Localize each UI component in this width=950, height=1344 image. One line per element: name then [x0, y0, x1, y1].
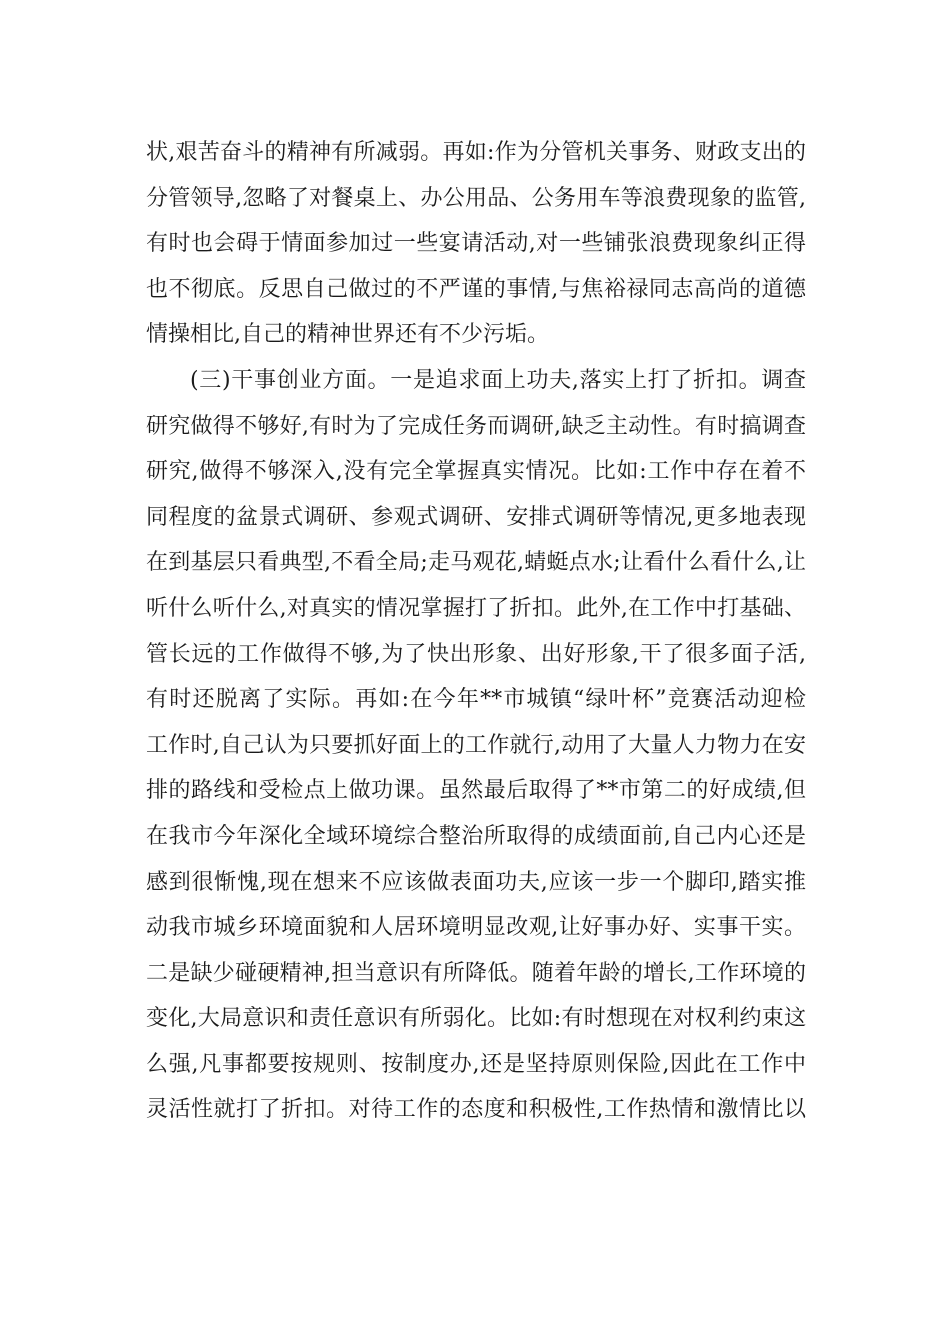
text-line: 情操相比,自己的精神世界还有不少污垢。 [146, 322, 549, 348]
text-line: 研究做得不够好,有时为了完成任务而调研,缺乏主动性。有时搞调查 [146, 413, 806, 439]
body-text [146, 130, 806, 1133]
text-line: 分管领导,忽略了对餐桌上、办公用品、公务用车等浪费现象的监管, [146, 185, 806, 211]
text-line: 变化,大局意识和责任意识有所弱化。比如:有时想现在对权利约束这 [146, 1006, 806, 1032]
text-line: 动我市城乡环境面貌和人居环境明显改观,让好事办好、实事干实。 [146, 915, 806, 941]
text-line: 也不彻底。反思自己做过的不严谨的事情,与焦裕禄同志高尚的道德 [146, 276, 806, 302]
text-line: 感到很惭愧,现在想来不应该做表面功夫,应该一步一个脚印,踏实推 [146, 869, 806, 895]
text-line: 研究,做得不够深入,没有完全掌握真实情况。比如:工作中存在着不 [146, 459, 806, 485]
text-line: 工作时,自己认为只要抓好面上的工作就行,动用了大量人力物力在安 [146, 732, 806, 758]
text-line: 听什么听什么,对真实的情况掌握打了折扣。此外,在工作中打基础、 [146, 595, 806, 621]
text-line: 管长远的工作做得不够,为了快出形象、出好形象,干了很多面子活, [146, 641, 806, 667]
text-line: 排的路线和受检点上做功课。虽然最后取得了**市第二的好成绩,但 [146, 778, 806, 804]
text-line: 在到基层只看典型,不看全局;走马观花,蜻蜓点水;让看什么看什么,让 [146, 550, 806, 576]
text-line: 在我市今年深化全域环境综合整治所取得的成绩面前,自己内心还是 [146, 823, 806, 849]
text-line: 么强,凡事都要按规则、按制度办,还是坚持原则保险,因此在工作中 [146, 1051, 806, 1077]
text-line: 有时也会碍于情面参加过一些宴请活动,对一些铺张浪费现象纠正得 [146, 231, 806, 257]
text-line: 二是缺少碰硬精神,担当意识有所降低。随着年龄的增长,工作环境的 [146, 960, 806, 986]
text-line: 状,艰苦奋斗的精神有所减弱。再如:作为分管机关事务、财政支出的 [146, 140, 806, 165]
text-line: 灵活性就打了折扣。对待工作的态度和积极性,工作热情和激情比以 [146, 1097, 806, 1123]
section-heading-line: (三)干事创业方面。一是追求面上功夫,落实上打了折扣。调查 [190, 367, 806, 393]
text-line: 同程度的盆景式调研、参观式调研、安排式调研等情况,更多地表现 [146, 504, 806, 530]
text-line: 有时还脱离了实际。再如:在今年**市城镇“绿叶杯”竞赛活动迎检 [146, 687, 806, 713]
